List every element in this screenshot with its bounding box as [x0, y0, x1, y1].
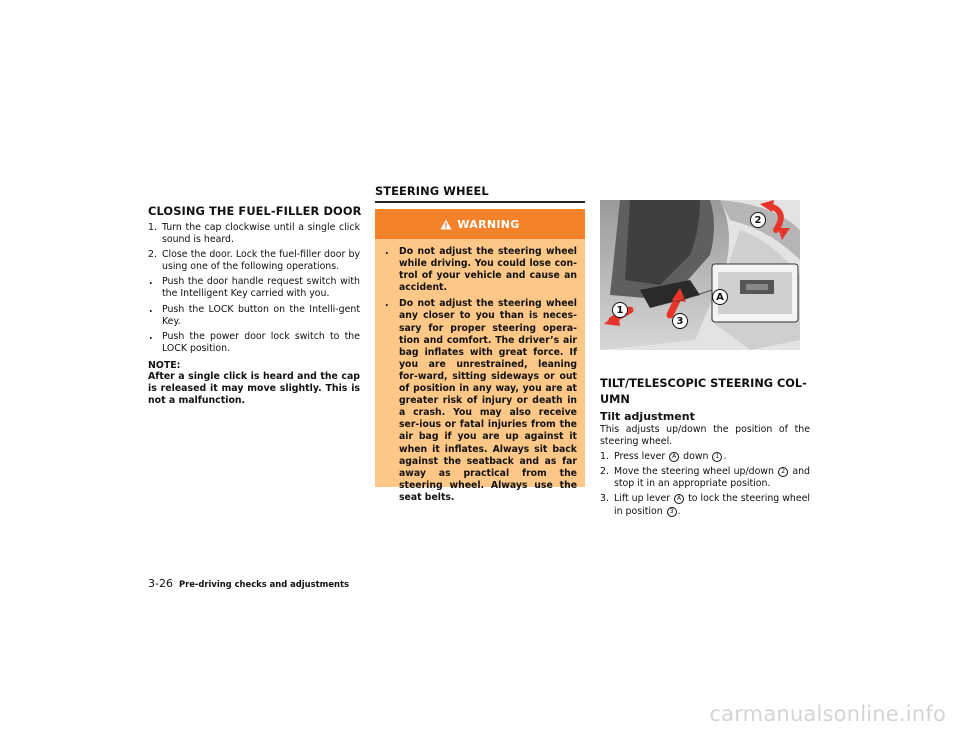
step-text: Lift up lever	[614, 493, 671, 505]
title-line-2: UMN	[600, 393, 630, 406]
bullet-icon: .	[149, 303, 153, 315]
intro-text: This adjusts up/down the position of the steering wheel.	[600, 424, 810, 448]
step-text: .	[677, 505, 681, 517]
callout-3-icon: 3	[672, 313, 688, 329]
page-number: 3-26	[148, 577, 173, 590]
warning-triangle-icon	[440, 219, 452, 230]
callout-a-icon: A	[712, 289, 728, 305]
tilt-telescopic-section	[600, 200, 810, 521]
step-text: and stop it in an appropriate position.	[614, 466, 810, 490]
warning-text: Do not adjust the steering wheel while driving. You could lose con-trol of your vehicle and cause an accident.	[399, 246, 577, 294]
subtitle-tilt-adjustment: Tilt adjustment	[600, 410, 695, 423]
warning-text: Do not adjust the steering wheel any closer to you than is neces-sary for proper steering opera-tion and comfort. The driver’s air bag inflates with great force. If you are unrestrained, leaning for-ward, sitting sideways or out of position in any way, you are at greater risk of injury or death in a crash. You may also receive ser-ious or fatal injuries from the air bag if you are up against it when it inflates. Always sit back against the seatback and as far away as practical from the steering wheel. Always use the seat belts.	[399, 298, 577, 503]
step-number: 1.	[148, 222, 157, 233]
note-text: After a single click is heard and the cap is released it may move slightly. This is not a malfunction.	[148, 370, 360, 407]
page-section-name: Pre-driving checks and adjustments	[178, 579, 349, 589]
warning-header	[375, 209, 585, 239]
callout-1-icon: 1	[612, 302, 628, 318]
tilt-step-2	[600, 466, 810, 490]
bullet-item	[148, 304, 360, 328]
watermark-text: carmanualsonline.info	[709, 702, 946, 726]
steering-column-drawing	[600, 200, 800, 350]
circled-a-icon: A	[669, 452, 679, 462]
warning-box	[375, 209, 585, 503]
step-text: down	[683, 451, 709, 463]
bullet-icon: .	[385, 246, 389, 257]
bullet-text: Push the LOCK button on the Intelli-gent Key.	[162, 303, 360, 327]
tilt-step-3	[600, 493, 810, 517]
circled-3-icon: 3	[667, 507, 677, 517]
section-header	[375, 184, 585, 203]
step-1	[148, 222, 360, 246]
step-text: Press lever	[614, 451, 666, 463]
step-2	[148, 249, 360, 273]
step-number: 2.	[600, 466, 609, 478]
warning-item	[385, 298, 577, 504]
steering-wheel-section	[375, 184, 585, 503]
title-line-1: TILT/TELESCOPIC STEERING COL-	[600, 377, 807, 390]
section-title-tilt-telescopic	[600, 376, 810, 408]
step-text: .	[723, 451, 727, 463]
circled-1-icon: 1	[712, 452, 722, 462]
note-label: NOTE:	[148, 359, 181, 371]
warning-item	[385, 246, 577, 294]
step-text: Turn the cap clockwise until a single click sound is heard.	[162, 222, 360, 246]
bullet-text: Push the power door lock switch to the LOCK position.	[162, 330, 360, 354]
warning-label: WARNING	[457, 217, 520, 231]
section-title-fuel-filler: CLOSING THE FUEL-FILLER DOOR	[148, 204, 362, 218]
step-number: 2.	[148, 249, 157, 261]
section-title-steering-wheel: STEERING WHEEL	[375, 184, 489, 198]
fuel-filler-section	[148, 204, 360, 407]
bullet-text: Push the door handle request switch with the Intelligent Key carried with you.	[162, 276, 360, 300]
bullet-icon: .	[149, 330, 153, 342]
step-number: 1.	[600, 451, 609, 463]
step-text: to lock the steering wheel in position	[614, 493, 810, 517]
bullet-item	[148, 276, 360, 300]
circled-2-icon: 2	[778, 467, 788, 477]
bullet-item	[148, 331, 360, 355]
bullet-icon: .	[385, 298, 389, 310]
page-footer	[148, 577, 349, 590]
callout-2-icon: 2	[750, 212, 766, 228]
circled-a-icon: A	[674, 494, 684, 504]
step-text: Move the steering wheel up/down	[614, 466, 774, 478]
tilt-step-1	[600, 451, 810, 463]
warning-list	[375, 239, 585, 504]
bullet-icon: .	[149, 276, 153, 288]
step-text: Close the door. Lock the fuel-filler door by using one of the following operations.	[162, 249, 360, 273]
steering-column-illustration	[600, 200, 800, 350]
step-number: 3.	[600, 493, 609, 505]
